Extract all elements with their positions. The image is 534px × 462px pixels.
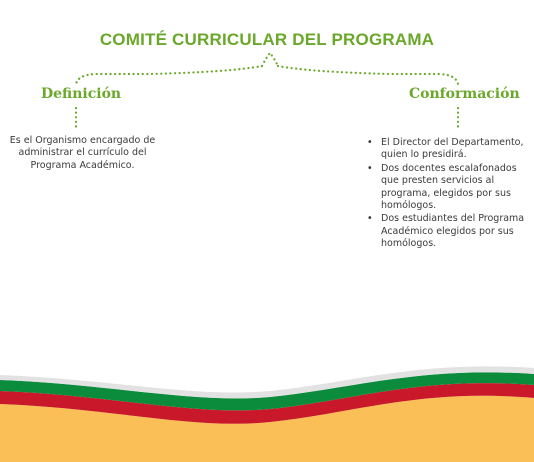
conformation-list bbox=[367, 137, 534, 252]
conformation-item: • El Director del Departamento, quien lo presidirá. bbox=[367, 137, 534, 162]
definition-text: Es el Organismo encargado de administrar el currículo del Programa Académico. bbox=[9, 135, 156, 171]
conformation-heading: Conformación bbox=[409, 86, 520, 102]
flag-wave-decoration bbox=[0, 360, 534, 462]
definition-heading: Definición bbox=[41, 86, 122, 102]
dotted-connector bbox=[0, 0, 534, 140]
conformation-item: • Dos docentes escalafonados que presten servicios al programa, elegidos por sus homólogos. bbox=[367, 163, 534, 213]
conformation-item: • Dos estudiantes del Programa Académico elegidos por sus homólogos. bbox=[367, 213, 534, 250]
diagram-title: COMITÉ CURRICULAR DEL PROGRAMA bbox=[99, 30, 435, 49]
